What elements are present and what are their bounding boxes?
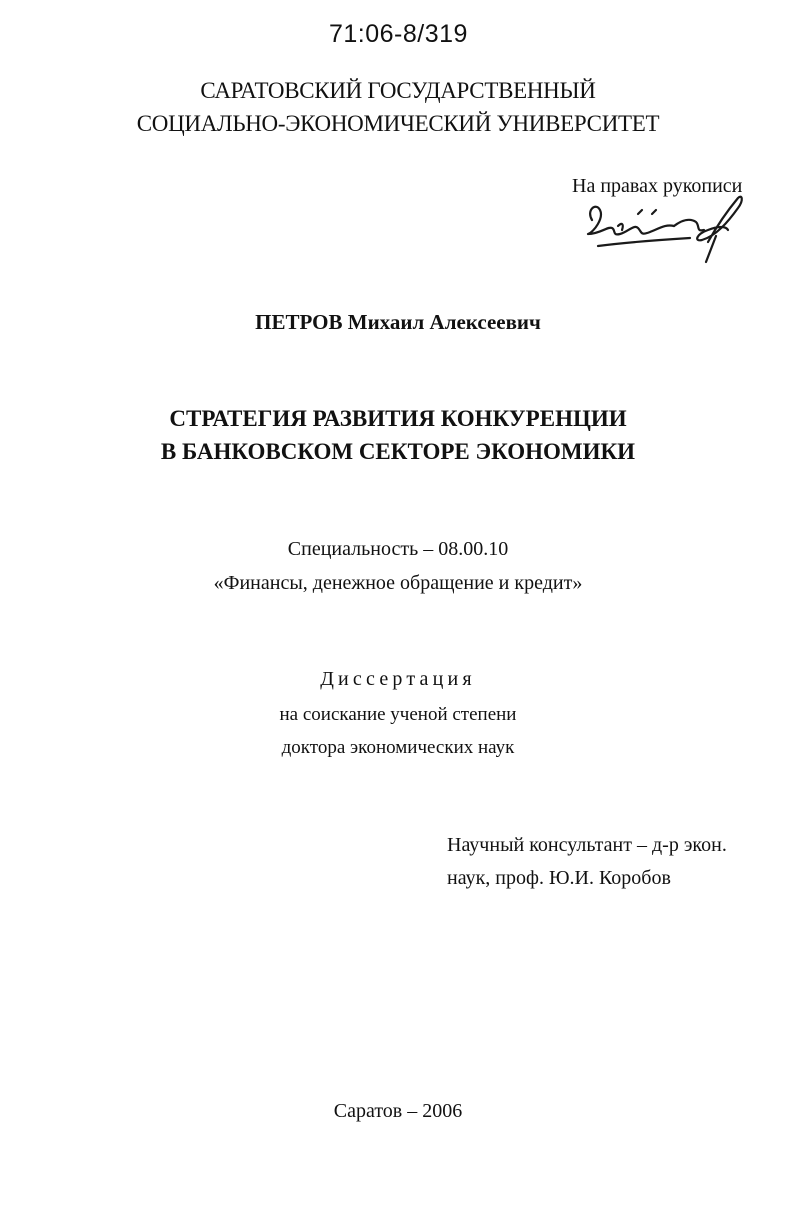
specialty-name: «Финансы, денежное обращение и кредит»	[213, 572, 583, 594]
manuscript-rights: На правах рукописи	[572, 175, 743, 197]
university-name-line-2: СОЦИАЛЬНО-ЭКОНОМИЧЕСКИЙ УНИВЕРСИТЕТ	[136, 111, 660, 136]
dissertation-heading: Диссертация	[320, 668, 476, 690]
catalog-code: 71:06-8/319	[329, 20, 468, 48]
scientific-consultant-line-2: наук, проф. Ю.И. Коробов	[447, 867, 671, 889]
author-name: ПЕТРОВ Михаил Алексеевич	[255, 310, 541, 334]
degree-line-1: на соискание ученой степени	[279, 704, 517, 725]
degree-line-2: доктора экономических наук	[281, 737, 515, 758]
dissertation-title-line-2: В БАНКОВСКОМ СЕКТОРЕ ЭКОНОМИКИ	[160, 439, 636, 464]
university-name-line-1: САРАТОВСКИЙ ГОСУДАРСТВЕННЫЙ	[200, 78, 596, 103]
place-and-year: Саратов – 2006	[333, 1100, 463, 1122]
specialty-code: Специальность – 08.00.10	[287, 538, 509, 560]
handwritten-signature	[578, 180, 748, 265]
dissertation-title-line-1: СТРАТЕГИЯ РАЗВИТИЯ КОНКУРЕНЦИИ	[169, 406, 627, 431]
scientific-consultant-line-1: Научный консультант – д-р экон.	[447, 834, 727, 856]
